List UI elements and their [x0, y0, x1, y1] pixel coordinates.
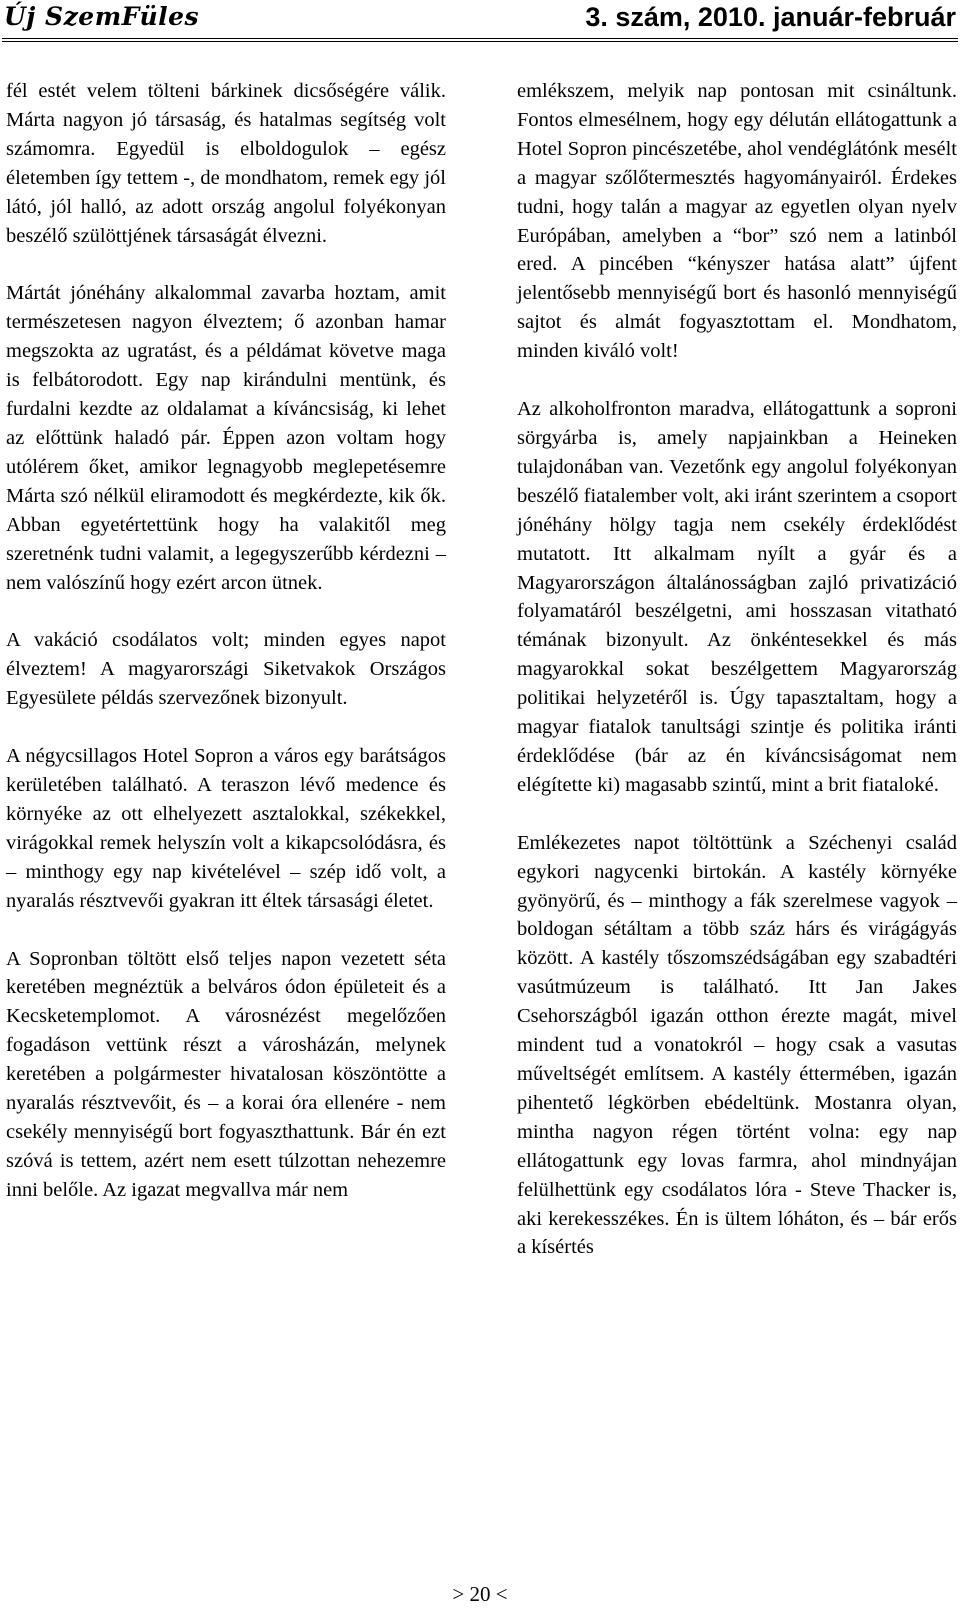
paragraph: A négycsillagos Hotel Sopron a város egy barátságos kerületében található. A teraszon lévő medence és környéke az ott elhelyezett asztalokkal, székekkel, virágokkal remek helyszín volt a kikapcsolódásra, és – minthogy egy nap kivételével – szép idő volt, a nyaralás résztvevői gyakran itt éltek társasági életet. [6, 745, 446, 912]
issue-label: 3. szám, 2010. január-február [585, 2, 956, 32]
paragraph: Mártát jónéhány alkalommal zavarba hoztam, amit természetesen nagyon élveztem; ő azonban hamar megszokta az ugratást, és a példámat követve maga is felbátorodott. Egy nap kirándulni mentünk, és furdalni kezdte az oldalamat a kíváncsiság, ki lehet az előttünk haladó pár. Éppen azon voltam hogy utólérem őket, amikor legnagyobb meglepetésemre Márta szó nélkül eliramodott és megkérdezte, kik ők. Abban egyetértettünk hogy ha valakitől meg szeretnénk tudni valamit, a legegyszerűbb kérdezni – nem valószínű hogy ezért arcon ütnek. [6, 282, 446, 594]
right-column [517, 77, 957, 1262]
paragraph: Emlékezetes napot töltöttünk a Széchenyi család egykori nagycenki birtokán. A kastély környéke gyönyörű, és – minthogy a fák szerelmese vagyok – boldogan sétáltam a több száz hárs és virágágyás között. A kastély tőszomszédságában egy szabadtéri vasútmúzeum is található. Itt Jan Jakes Csehországból igazán otthon érezte magát, mivel mindent tud a vonatokról – hogy csak a vasutas műveltségét említsem. A kastély éttermében, igazán pihentető légkörben ebédeltünk. Mostanra olyan, mintha nagyon régen történt volna: egy nap ellátogattunk egy lovas farmra, ahol mindnyájan felülhettünk egy csodálatos lóra - Steve Thacker is, aki kerekesszékes. Én is ültem lóháton, és – bár erős a kísértés [517, 831, 957, 1259]
paragraph: Az alkoholfronton maradva, ellátogattunk a soproni sörgyárba is, amely napjainkban a Heineken tulajdonában van. Vezetőnk egy angolul folyékonyan beszélő fiatalember volt, aki iránt szerintem a csoport jónéhány hölgy tagja nem csekély érdeklődést mutatott. Itt alkalmam nyílt a gyár és a Magyarországon általánosságban zajló privatizáció folyamatáról beszélgetni, ami hosszasan vitatható témának bizonyult. Az önkéntesekkel és más magyarokkal sokat beszélgettem Magyarország politikai helyzetéről is. Úgy tapasztaltam, hogy a magyar fiatalok tanultsági szintje és politika iránti érdeklődése (bár az én kíváncsiságomat nem elégítette ki) magasabb szintű, mint a brit fiataloké. [517, 398, 957, 796]
magazine-title: Új SzemFüles [4, 2, 200, 31]
paragraph: fél estét velem tölteni bárkinek dicsőségére válik. Márta nagyon jó társaság, és hatalmas segítség volt számomra. Egyedül is elboldogulok – egész életemben így tettem -, de mondhatom, remek egy jól látó, jól halló, az adott ország angolul folyékonyan beszélő szülöttjének társaságát élvezni. [6, 80, 446, 247]
paragraph: A Sopronban töltött első teljes napon vezetett séta keretében megnéztük a belváros ódon épületeit és a Kecsketemplomot. A városnézést megelőzően fogadáson vettünk részt a városházán, melynek keretében a polgármester hivatalosan köszöntötte a nyaralás résztvevőit, és – a korai óra ellenére - nem csekély mennyiségű bort fogyaszthattunk. Bár én ezt szóvá is tettem, azért nem esett túlzottan nehezemre inni belőle. Az igazat megvallva már nem [6, 947, 446, 1201]
paragraph: A vakáció csodálatos volt; minden egyes napot élveztem! A magyarországi Siketvakok Országos Egyesülete példás szervezőnek bizonyult. [6, 629, 446, 710]
page-header [2, 0, 958, 42]
left-column [6, 77, 446, 1205]
paragraph: emlékszem, melyik nap pontosan mit csináltunk. Fontos elmesélnem, hogy egy délután ellátogattunk a Hotel Sopron pincészetébe, ahol vendéglátónk mesélt a magyar szőlőtermesztés hagyományairól. Érdekes tudni, hogy talán a magyar az egyetlen olyan nyelv Európában, amelyben a “bor” szó nem a latinból ered. A pincében “kényszer hatása alatt” újfent jelentősebb mennyiségű bort és hasonló mennyiségű sajtot és almát fogyasztottam el. Mondhatom, minden kiváló volt! [517, 80, 957, 363]
page-number: > 20 < [452, 1582, 508, 1606]
